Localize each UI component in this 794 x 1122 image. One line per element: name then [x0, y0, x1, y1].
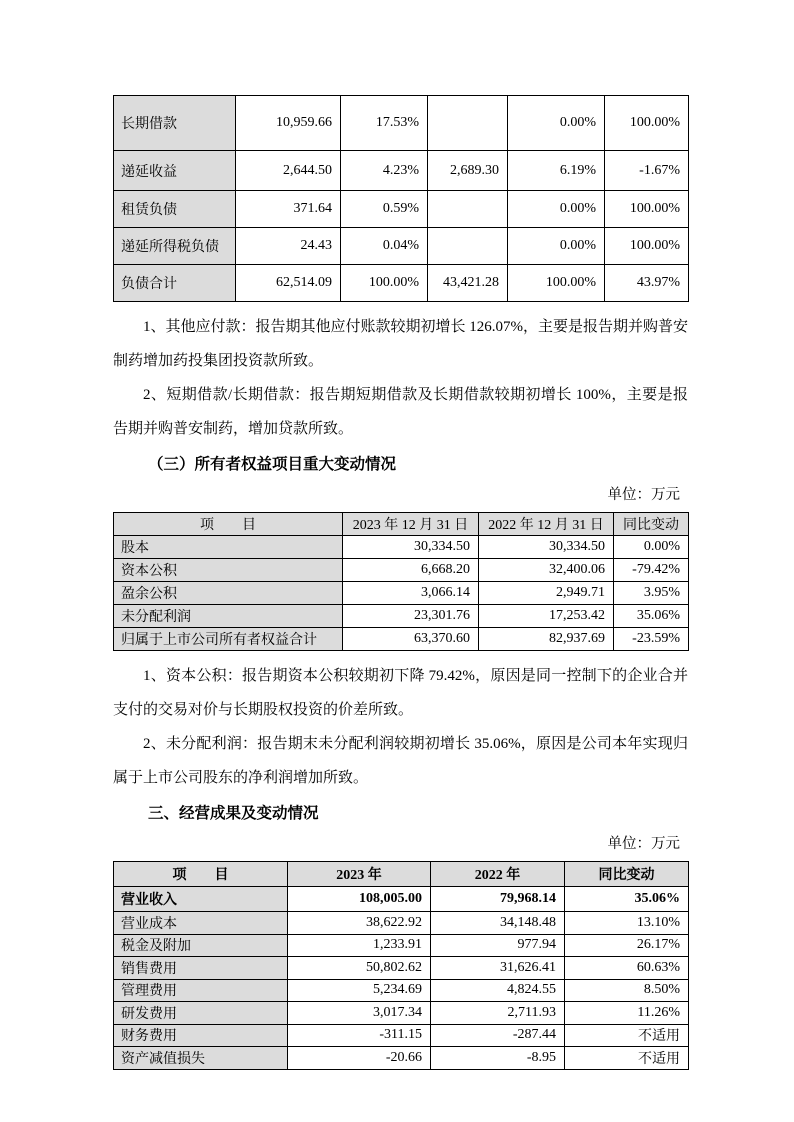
table-row — [114, 536, 689, 559]
table-cell: 35.06% — [614, 605, 689, 628]
table-cell: 30,334.50 — [479, 536, 614, 559]
table-cell-label: 负债合计 — [114, 265, 236, 302]
table-cell-label: 长期借款 — [114, 96, 236, 151]
liability-notes — [113, 310, 688, 446]
column-header: 2022 年 12 月 31 日 — [479, 513, 614, 536]
table-cell: 3,066.14 — [343, 582, 479, 605]
table-row — [114, 979, 689, 1002]
table-cell: -20.66 — [288, 1047, 431, 1070]
table-cell: 3,017.34 — [288, 1002, 431, 1025]
table-cell: 32,400.06 — [479, 559, 614, 582]
table-cell-label: 研发费用 — [114, 1002, 288, 1025]
table-row — [114, 605, 689, 628]
table-cell: 35.06% — [565, 887, 689, 912]
table-cell: 24.43 — [236, 228, 341, 265]
section-heading-equity: （三）所有者权益项目重大变动情况 — [148, 456, 397, 473]
operating-table — [113, 861, 689, 1070]
table-cell: 43.97% — [605, 265, 689, 302]
table-cell: 2,711.93 — [431, 1002, 565, 1025]
table-cell: 977.94 — [431, 934, 565, 957]
table-cell: 8.50% — [565, 979, 689, 1002]
table-cell: 38,622.92 — [288, 912, 431, 935]
table-row — [114, 1024, 689, 1047]
column-header: 同比变动 — [614, 513, 689, 536]
table-cell: -287.44 — [431, 1024, 565, 1047]
equity-notes — [113, 659, 688, 795]
column-header: 2023 年 — [288, 862, 431, 887]
table-cell: 31,626.41 — [431, 957, 565, 980]
table-cell-label: 租赁负债 — [114, 191, 236, 228]
table-row — [114, 582, 689, 605]
table-row — [114, 1047, 689, 1070]
liabilities-table — [113, 95, 689, 302]
table-cell-label: 递延所得税负债 — [114, 228, 236, 265]
table-cell: 79,968.14 — [431, 887, 565, 912]
page-content — [113, 0, 688, 1070]
table-cell: 34,148.48 — [431, 912, 565, 935]
unit-label: 单位：万元 — [607, 836, 680, 852]
table-cell: 60.63% — [565, 957, 689, 980]
table-cell: -23.59% — [614, 628, 689, 651]
note-paragraph: 1、资本公积：报告期资本公积较期初下降 79.42%，原因是同一控制下的企业合并支付的交易对价与长期股权投资的价差所致。 — [113, 668, 688, 718]
table-cell: 0.00% — [614, 536, 689, 559]
table-cell: 0.00% — [508, 191, 605, 228]
table-cell: 17,253.42 — [479, 605, 614, 628]
table-cell: 2,689.30 — [428, 151, 508, 191]
table-cell — [428, 96, 508, 151]
table-cell-label: 营业成本 — [114, 912, 288, 935]
note-paragraph: 1、其他应付款：报告期其他应付账款较期初增长 126.07%，主要是报告期并购普安制药增加药投集团投资款所致。 — [113, 319, 688, 369]
table-cell: 62,514.09 — [236, 265, 341, 302]
table-cell: 100.00% — [605, 96, 689, 151]
table-header-row — [114, 513, 689, 536]
equity-table — [113, 512, 689, 651]
table-cell: 17.53% — [341, 96, 428, 151]
table-row — [114, 559, 689, 582]
table-row-total — [114, 265, 689, 302]
note-paragraph: 2、短期借款/长期借款：报告期短期借款及长期借款较期初增长 100%，主要是报告期并购普安制药，增加贷款所致。 — [113, 387, 688, 437]
table-row — [114, 934, 689, 957]
table-cell-label: 资产减值损失 — [114, 1047, 288, 1070]
table-row — [114, 96, 689, 151]
table-cell: 108,005.00 — [288, 887, 431, 912]
table-row — [114, 887, 689, 912]
table-cell: 30,334.50 — [343, 536, 479, 559]
table-header-row — [114, 862, 689, 887]
column-header: 同比变动 — [565, 862, 689, 887]
table-cell: 6.19% — [508, 151, 605, 191]
table-cell-label: 财务费用 — [114, 1024, 288, 1047]
table-cell: 371.64 — [236, 191, 341, 228]
table-cell: 1,233.91 — [288, 934, 431, 957]
table-cell: 23,301.76 — [343, 605, 479, 628]
table-row — [114, 228, 689, 265]
table-cell-label: 销售费用 — [114, 957, 288, 980]
table-row — [114, 151, 689, 191]
table-row — [114, 191, 689, 228]
table-cell: 63,370.60 — [343, 628, 479, 651]
table-cell: 82,937.69 — [479, 628, 614, 651]
table-cell: 11.26% — [565, 1002, 689, 1025]
table-cell-label: 股本 — [114, 536, 343, 559]
table-cell: -8.95 — [431, 1047, 565, 1070]
table-cell: 0.59% — [341, 191, 428, 228]
table-cell: -311.15 — [288, 1024, 431, 1047]
table-cell: 100.00% — [508, 265, 605, 302]
table-cell: 100.00% — [341, 265, 428, 302]
table-cell: 0.00% — [508, 96, 605, 151]
table-cell: 50,802.62 — [288, 957, 431, 980]
table-cell — [428, 228, 508, 265]
column-header: 项 目 — [114, 862, 288, 887]
column-header: 2022 年 — [431, 862, 565, 887]
table-row — [114, 1002, 689, 1025]
table-cell: 10,959.66 — [236, 96, 341, 151]
column-header: 2023 年 12 月 31 日 — [343, 513, 479, 536]
table-cell-label: 税金及附加 — [114, 934, 288, 957]
table-cell: 0.04% — [341, 228, 428, 265]
table-cell: 43,421.28 — [428, 265, 508, 302]
table-cell-label: 资本公积 — [114, 559, 343, 582]
table-cell: 2,644.50 — [236, 151, 341, 191]
table-cell-label: 归属于上市公司所有者权益合计 — [114, 628, 343, 651]
table-cell: -1.67% — [605, 151, 689, 191]
table-cell: 4.23% — [341, 151, 428, 191]
table-cell: 13.10% — [565, 912, 689, 935]
table-row-total — [114, 628, 689, 651]
table-cell: 3.95% — [614, 582, 689, 605]
table-cell: 5,234.69 — [288, 979, 431, 1002]
table-cell-label: 递延收益 — [114, 151, 236, 191]
table-cell: 26.17% — [565, 934, 689, 957]
table-cell-label: 管理费用 — [114, 979, 288, 1002]
note-paragraph: 2、未分配利润：报告期末未分配利润较期初增长 35.06%，原因是公司本年实现归属于上市公司股东的净利润增加所致。 — [113, 736, 688, 786]
column-header: 项 目 — [114, 513, 343, 536]
table-row — [114, 912, 689, 935]
table-cell: 2,949.71 — [479, 582, 614, 605]
table-cell: 0.00% — [508, 228, 605, 265]
table-cell: 不适用 — [565, 1047, 689, 1070]
table-cell-label: 盈余公积 — [114, 582, 343, 605]
table-cell: 不适用 — [565, 1024, 689, 1047]
table-cell-label: 营业收入 — [114, 887, 288, 912]
table-cell: 100.00% — [605, 228, 689, 265]
table-cell — [428, 191, 508, 228]
table-cell-label: 未分配利润 — [114, 605, 343, 628]
section-heading-operating: 三、经营成果及变动情况 — [148, 805, 319, 822]
unit-label: 单位：万元 — [607, 487, 680, 503]
table-cell: 4,824.55 — [431, 979, 565, 1002]
table-row — [114, 957, 689, 980]
table-cell: 6,668.20 — [343, 559, 479, 582]
table-cell: 100.00% — [605, 191, 689, 228]
table-cell: -79.42% — [614, 559, 689, 582]
